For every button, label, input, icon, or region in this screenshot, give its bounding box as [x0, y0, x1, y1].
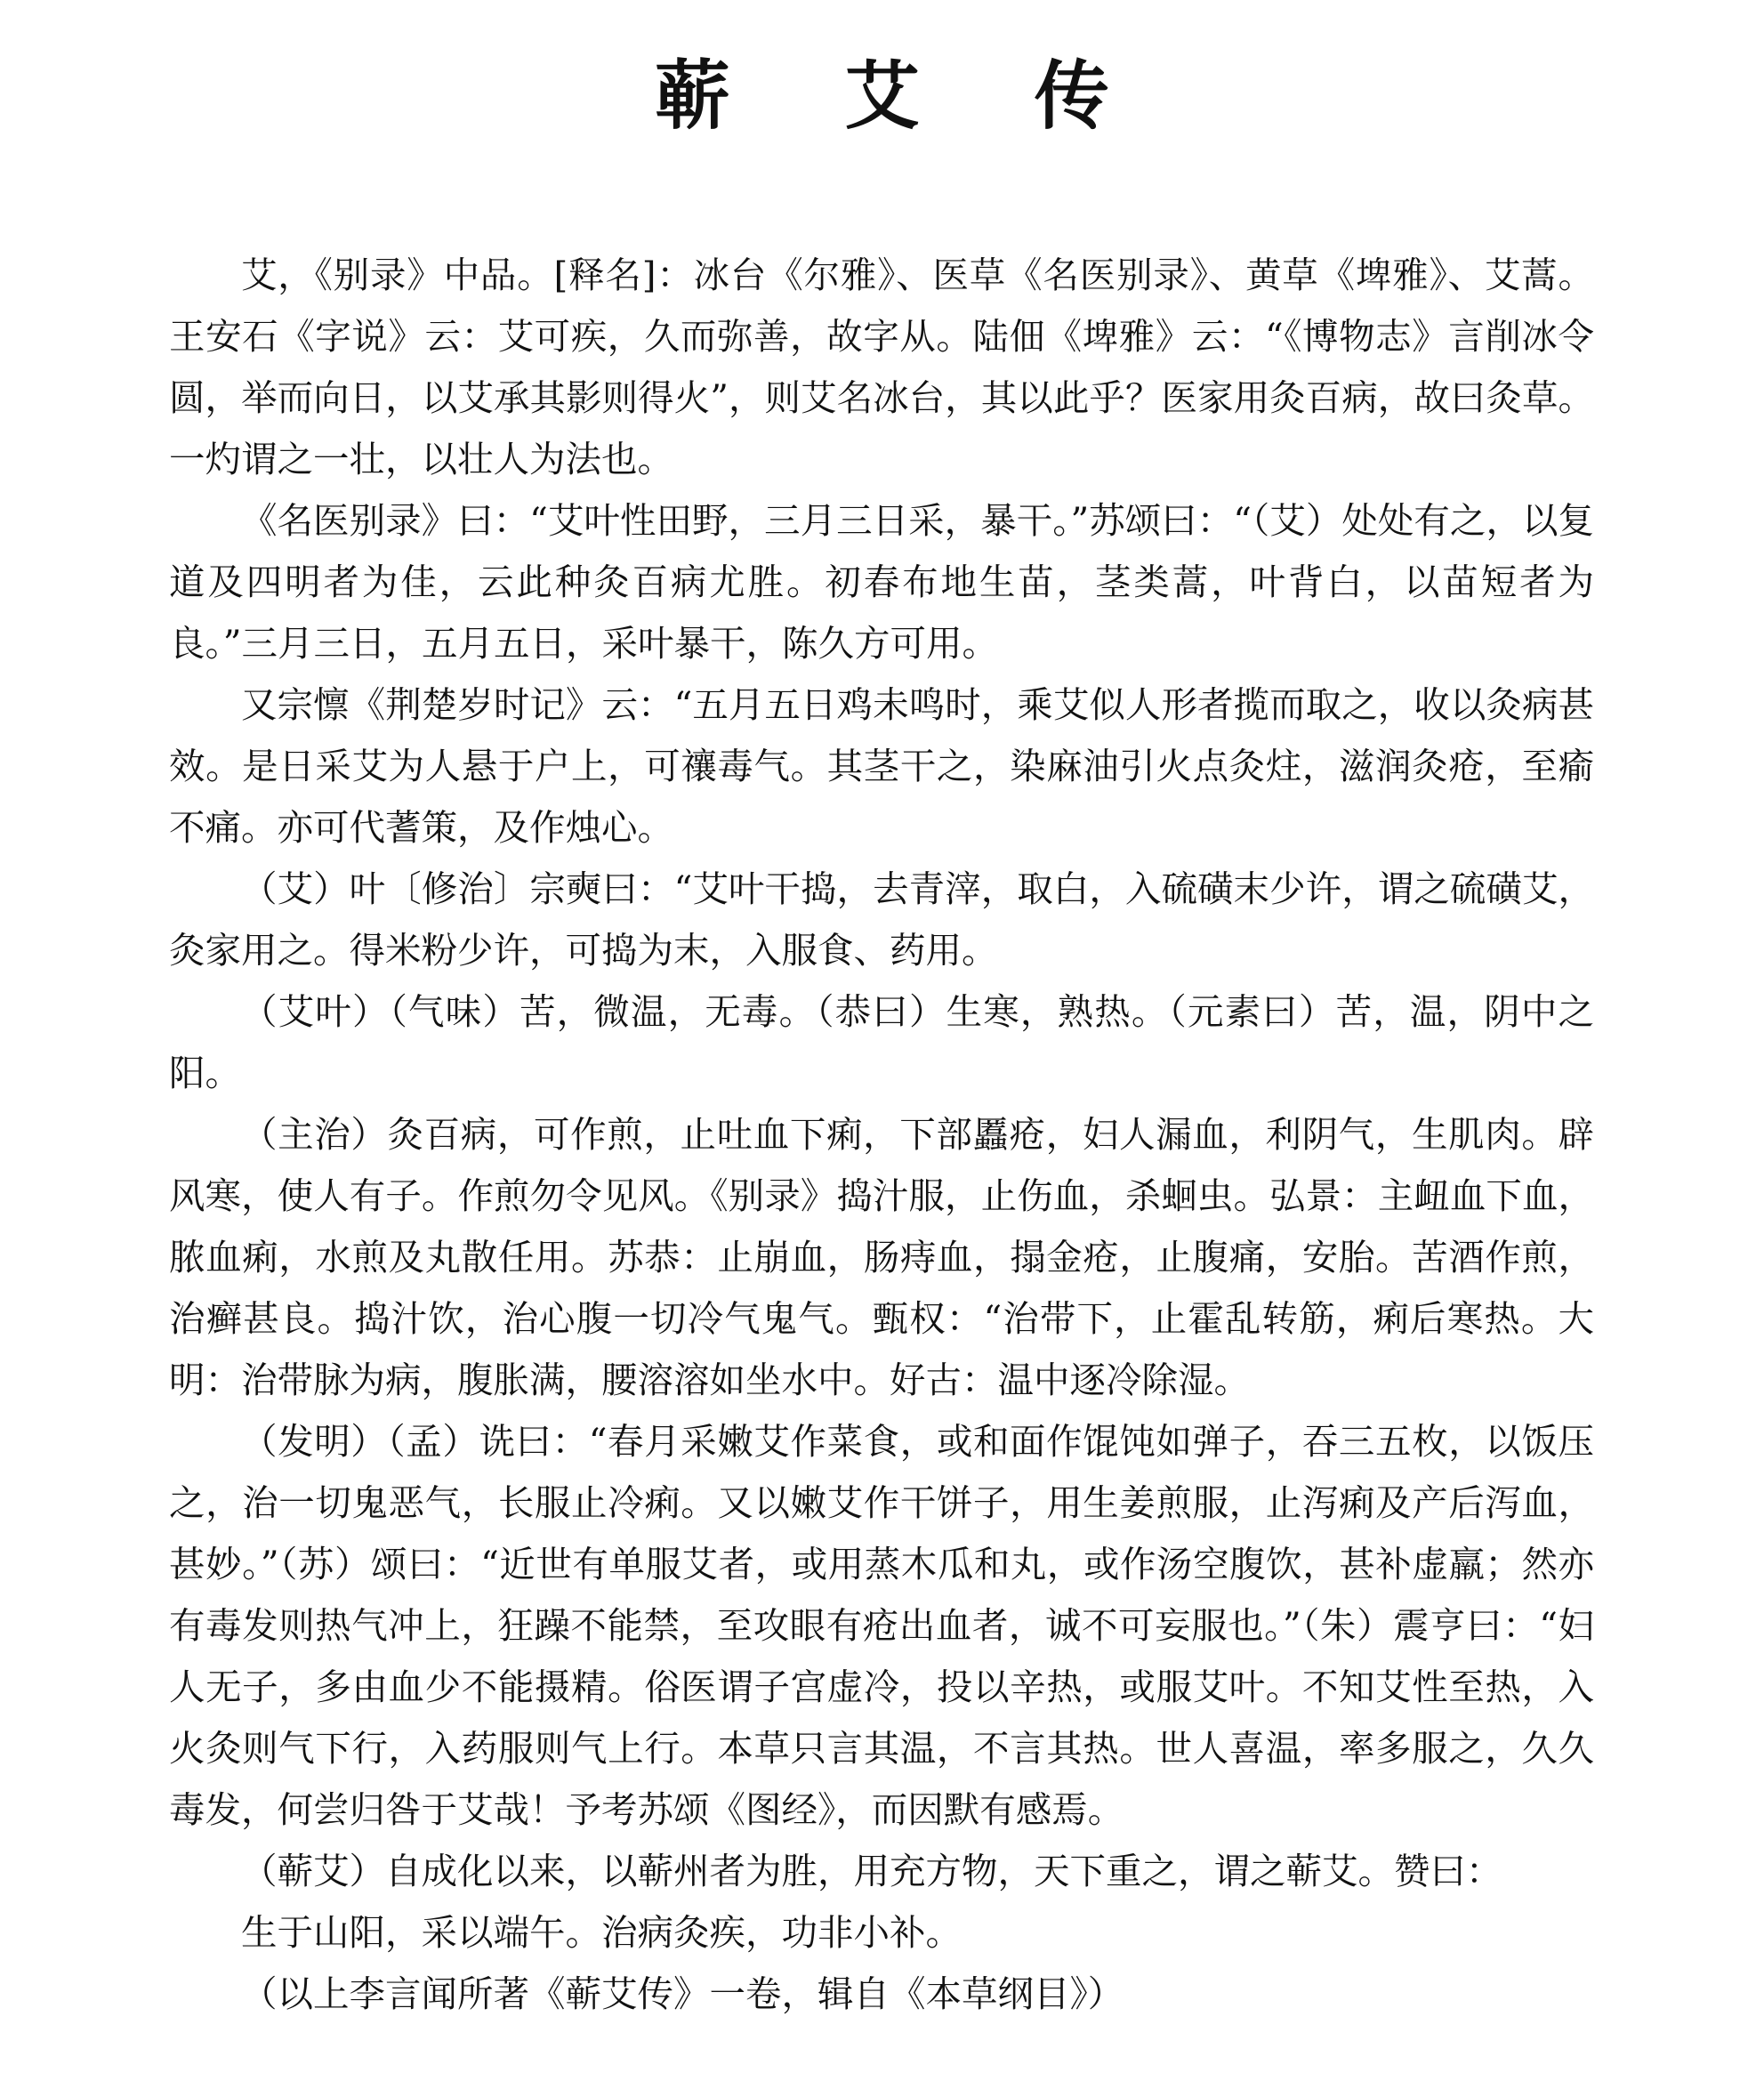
paragraph-indications: （主治）灸百病，可作煎，止吐血下痢，下部䘌疮，妇人漏血，利阴气，生肌肉。辟风寒，使人有子。作煎勿令见风。《别录》捣汁服，止伤血，杀蛔虫。弘景：主衄血下血，脓血痢，水煎及丸散任用。苏恭：止崩血，肠痔血，搨金疮，止腹痛，安胎。苦酒作煎，治癣甚良。捣汁饮，治心腹一切冷气鬼气。甄权：“治带下，止霍乱转筋，痢后寒热。大明：治带脉为病，腹胀满，腰溶溶如坐水中。好古：温中逐冷除湿。 [169, 1113, 1594, 1401]
paragraph-preparation: （艾）叶〔修治〕宗奭曰：“艾叶干捣，去青滓，取白，入硫磺末少许，谓之硫磺艾，灸家用之。得米粉少许，可捣为末，入服食、药用。 [169, 867, 1594, 972]
paragraph-eulogy: 生于山阳，采以端午。治病灸疾，功非小补。 [241, 1911, 962, 1954]
paragraph-collection-season: 《名医别录》曰：“艾叶性田野，三月三日采，暴干。”苏颂曰：“（艾）处处有之，以复道及四明者为佳，云此种灸百病尤胜。初春布地生苗，茎类蒿，叶背白，以苗短者为良。”三月三日，五月五日，采叶暴干，陈久方可用。 [169, 499, 1594, 665]
paragraph-jingchu-record: 又宗懔《荆楚岁时记》云：“五月五日鸡未鸣时，乘艾似人形者揽而取之，收以灸病甚效。是日采艾为人悬于户上，可禳毒气。其茎干之，染麻油引火点灸炷，滋润灸疮，至瘉不痛。亦可代蓍策，及作烛心。 [169, 683, 1594, 849]
paragraph-qi-ai: （蕲艾）自成化以来，以蕲州者为胜，用充方物，天下重之，谓之蕲艾。赞曰： [241, 1850, 1502, 1892]
document-body [169, 245, 1594, 2025]
paragraph-properties: （艾叶）（气味）苦，微温，无毒。（恭曰）生寒，熟热。（元素曰）苦，温，阴中之阳。 [169, 990, 1594, 1094]
paragraph-name-explanation: 艾，《别录》中品。[释名]：冰台《尔雅》、医草《名医别录》、黄草《埤雅》、艾蒿。王安石《字说》云：艾可疾，久而弥善，故字从。陆佃《埤雅》云：“《博物志》言削冰令圆，举而向日，以艾承其影则得火”，则艾名冰台，其以此乎？医家用灸百病，故曰灸草。一灼谓之一壮，以壮人为法也。 [169, 254, 1594, 480]
paragraph-source-note: （以上李言闻所著《蕲艾传》一卷，辑自《本草纲目》） [241, 1972, 1124, 2015]
page-title: 蕲 艾 传 [655, 52, 1154, 140]
paragraph-discussion: （发明）（孟）诜曰：“春月采嫩艾作菜食，或和面作馄饨如弹子，吞三五枚，以饭压之，治一切鬼恶气，长服止冷痢。又以嫩艾作干饼子，用生姜煎服，止泻痢及产后泻血，甚妙。”（苏）颂曰：“近世有单服艾者，或用蒸木瓜和丸，或作汤空腹饮，甚补虚羸；然亦有毒发则热气冲上，狂躁不能禁，至攻眼有疮出血者，诚不可妄服也。”（朱）震亨曰：“妇人无子，多由血少不能摄精。俗医谓子宫虚冷，投以辛热，或服艾叶。不知艾性至热，入火灸则气下行，入药服则气上行。本草只言其温，不言其热。世人喜温，率多服之，久久毒发，何尝归咎于艾哉！予考苏颂《图经》，而因默有感焉。 [169, 1420, 1594, 1831]
